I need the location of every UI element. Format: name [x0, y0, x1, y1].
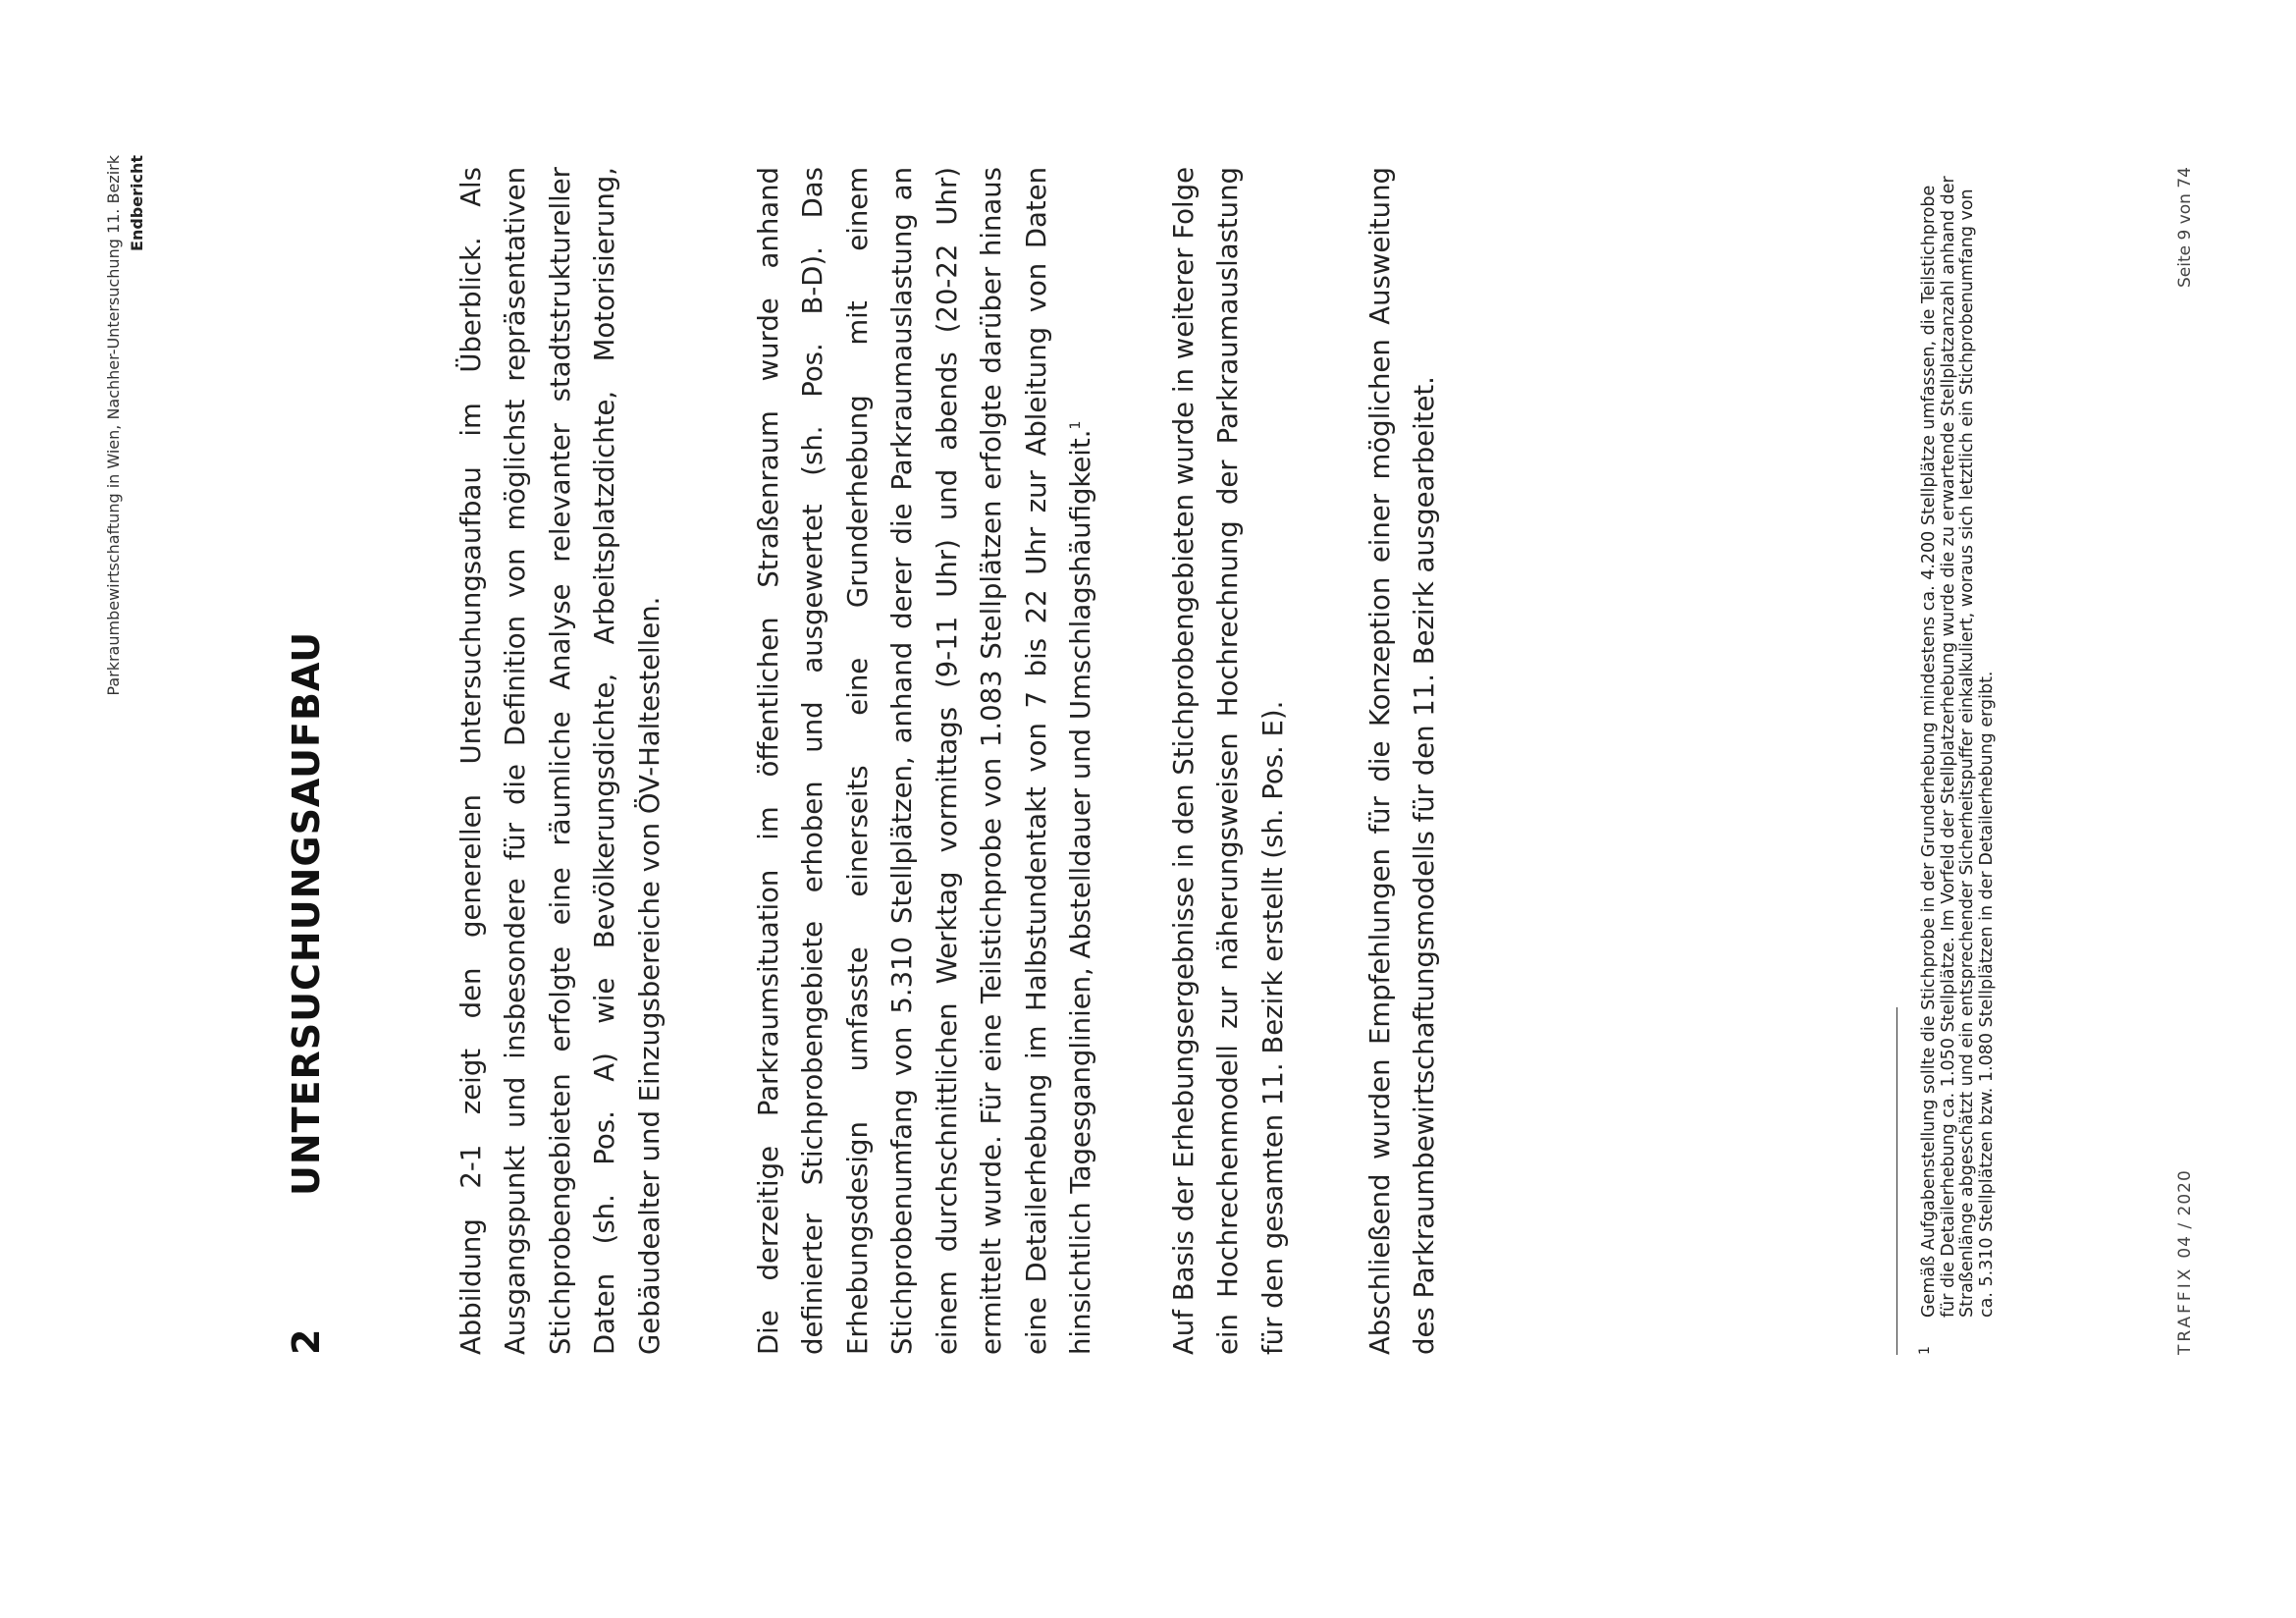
footnote-reference[interactable]: 1 [1067, 420, 1084, 430]
paragraph: Auf Basis der Erhebungsergebnisse in den Stichprobengebieten wurde in weiterer Folge ein Hochrechenmodell zur näherungsweisen Hochrechnung der Parkraumauslastung für den gesamten 11. Bezirk erstellt (sh. Pos. E). [1167, 167, 1289, 1355]
page-number: Seite 9 von 74 [2175, 167, 2195, 288]
footer-date: 04 / 2020 [2175, 1169, 2195, 1259]
header-title: Parkraumbewirtschaftung in Wien, Nachher-Untersuchung 11. Bezirk [104, 155, 123, 696]
footer-brand: TRAFFIX [2175, 1266, 2195, 1355]
chapter-heading [285, 177, 328, 1355]
paragraph [747, 167, 1104, 1355]
chapter-number: 2 [285, 1327, 328, 1355]
paragraph: Abbildung 2-1 zeigt den generellen Untersuchungsaufbau im Überblick. Als Ausgangspunkt und insbesondere für die Definition von möglichst repräsentativen Stichprobengebieten erfolgte eine räumliche Analyse relevanter stadtstruktureller Daten (sh. Pos. A) wie Bevölkerungsdichte, Arbeitsplatzdichte, Motorisierung, Gebäudealter und Einzugsbereiche von ÖV-Haltestellen. [454, 167, 666, 1355]
header-subtitle: Endbericht [128, 155, 146, 251]
footnote-text: Gemäß Aufgabenstellung sollte die Stichprobe in der Grunderhebung mindestens ca. 4.200 Stellplätze umfassen, die Teilstichprobe für die Detailerhebung ca. 1.050 Stellplätze. Im Vorfeld der Stellplatzerhebung wurde die zu erwartende Stellplatzanzahl anhand der Straßenlänge abgeschätzt und ein entsprechender Sicherheitspuffer einkalkuliert, woraus sich letztlich ein Stichprobenumfang von ca. 5.310 Stellplätzen bzw. 1.080 Stellplätzen in der Detailerhebung ergibt. [1919, 176, 1997, 1318]
footnote-number: 1 [1917, 1346, 1933, 1355]
footnote-divider [1896, 1007, 1897, 1355]
chapter-title: UNTERSUCHUNGSAUFBAU [285, 630, 328, 1196]
page-footer-left [2175, 1169, 2195, 1355]
footnote [1917, 167, 1997, 1355]
paragraph: Abschließend wurden Empfehlungen für die Konzeption einer möglichen Ausweitung des Parkraumbewirtschaftungsmodells für den 11. Bezirk ausgearbeitet. [1363, 167, 1440, 1355]
paragraph-text: Die derzeitige Parkraumsituation im öffentlichen Straßenraum wurde anhand definierter Stichprobengebiete erhoben und ausgewertet (sh. Pos. B-D). Das Erhebungsdesign umfasste einerseits eine Grunderhebung mit einem Stichprobenumfang von 5.310 Stellplätzen, anhand derer die Parkraumauslastung an einem durchschnittlichen Werktag vormittags (9-11 Uhr) und abends (20-22 Uhr) ermittelt wurde. Für eine Teilstichprobe von 1.083 Stellplätzen erfolgte darüber hinaus eine Detailerhebung im Halbstundentakt von 7 bis 22 Uhr zur Ableitung von Daten hinsichtlich Tagesganglinien, Abstelldauer und Umschlagshäufigkeit. [752, 167, 1096, 1355]
page-header [0, 155, 157, 1618]
